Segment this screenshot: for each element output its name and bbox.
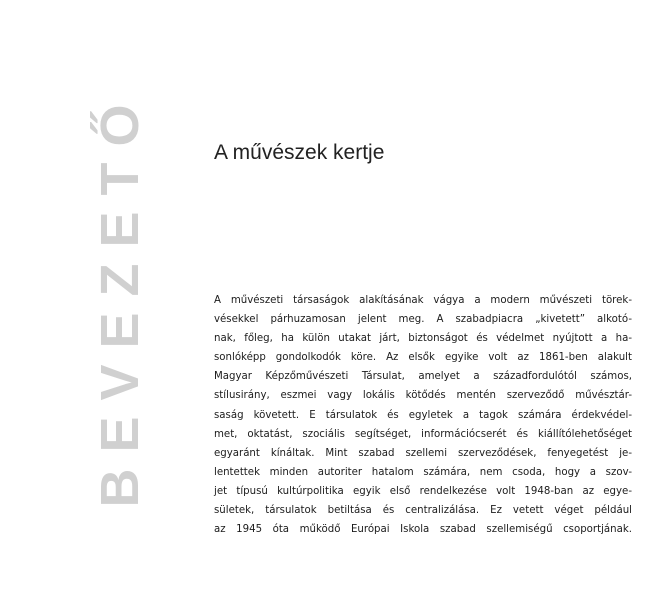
body-line: met, oktatást, szociális segítséget, információcserét és kiállítólehetőséget [214, 428, 632, 440]
body-line: jet típusú kultúrpolitika egyik első rendelkezése volt 1948-ban az egye- [214, 485, 632, 497]
body-line: A művészeti társaságok alakításának vágya a modern művészeti törek- [214, 295, 632, 306]
body-line: nak, főleg, ha külön utakat járt, biztonságot és védelmet nyújtott a ha- [214, 333, 632, 345]
body-line: stílusirány, eszmei vagy lokális kötődés mentén szerveződő művésztár- [214, 390, 632, 402]
side-title: BEVEZETŐ [90, 88, 150, 508]
body-line: lentettek minden autoriter hatalom számára, nem csoda, hogy a szov- [214, 466, 632, 478]
body-line: sonlóképp gondolkodók köre. Az elsők egyike volt az 1861-ben alakult [214, 352, 632, 364]
chapter-title: A művészek kertje [214, 141, 385, 164]
body-line: az 1945 óta működő Európai Iskola szabad szellemiségű csoportjának. [214, 524, 632, 536]
body-line: egyaránt kínáltak. Mint szabad szellemi szerveződések, fenyegetést je- [214, 447, 632, 459]
body-paragraph [214, 291, 632, 539]
body-line: saság követett. E társulatok és egyletek a tagok számára érdekvédel- [214, 409, 632, 421]
body-line: sületek, társulatok betiltása és centralizálása. Ez vetett véget például [214, 505, 632, 517]
body-line: Magyar Képzőművészeti Társulat, amelyet a századfordulótól számos, [214, 371, 632, 383]
body-line: vésekkel párhuzamosan jelent meg. A szabadpiacra „kivetett” alkotó- [214, 314, 632, 326]
